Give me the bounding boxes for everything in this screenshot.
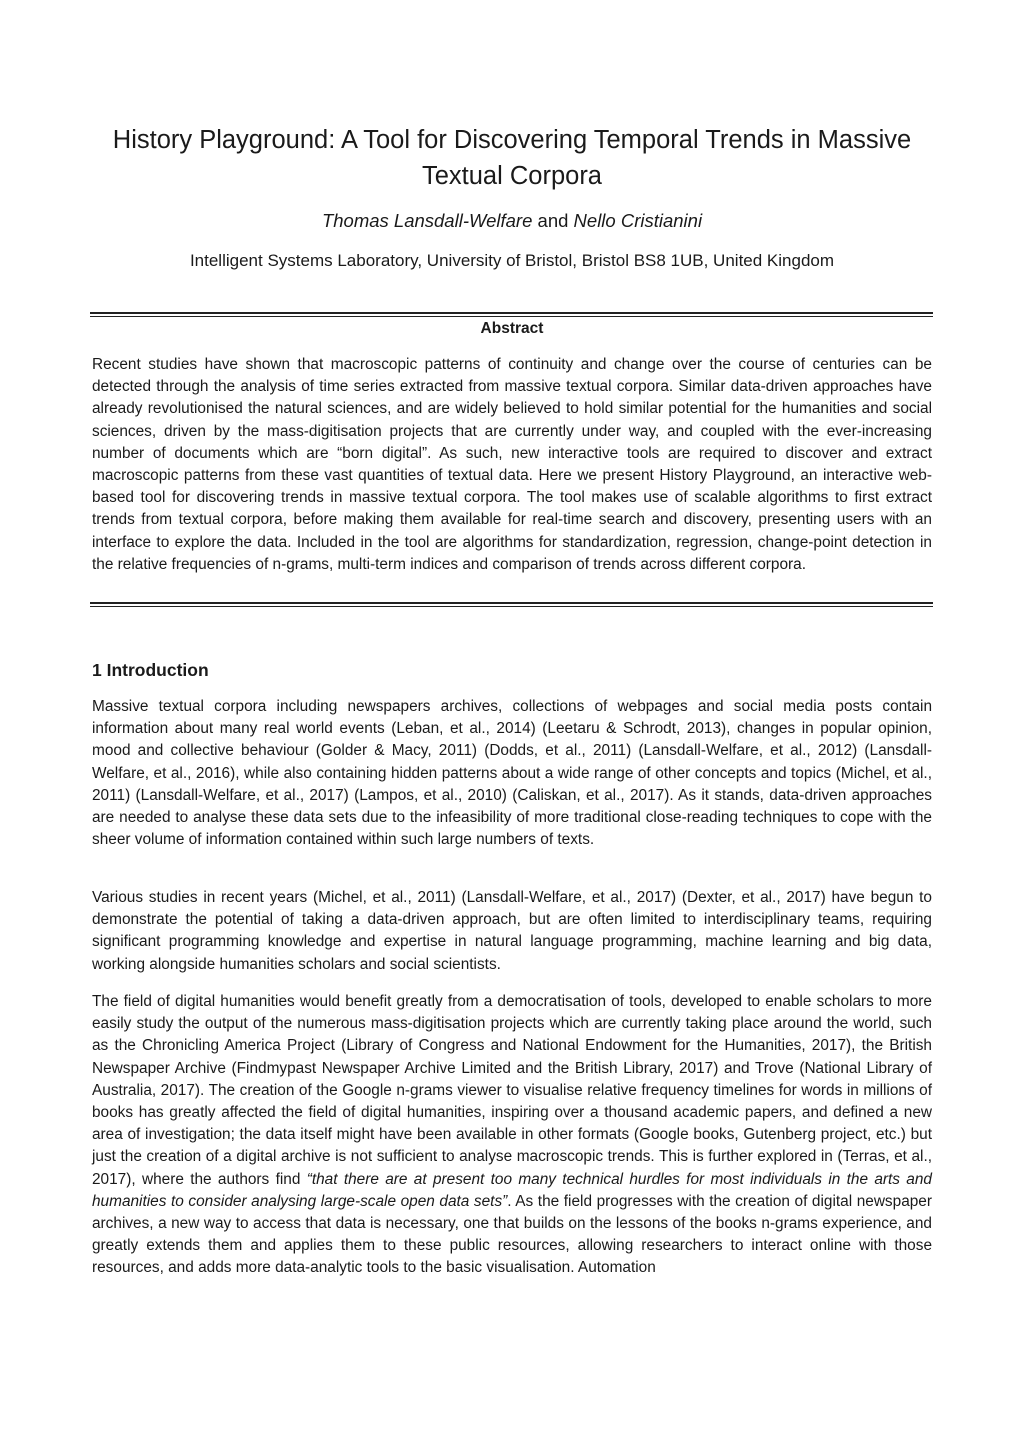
abstract-bottom-rule	[90, 602, 933, 607]
author-name: Thomas Lansdall-Welfare	[321, 210, 533, 231]
paragraph-text: . As the field progresses with the creation of digital newspaper archives, a new way to access that data is necessary, one that builds on the lessons of the books n-grams experience, and greatly extends them and applies them to these public resources, allowing researchers to interact online with those resources, and adds more data-analytic tools to the basic visualisation. Automation	[92, 1192, 932, 1277]
body-paragraph: Various studies in recent years (Michel, et al., 2011) (Lansdall-Welfare, et al., 2017) (Dexter, et al., 2017) have begun to demonstrate the potential of taking a data-driven approach, but are often limited to interdisciplinary teams, requiring significant programming knowledge and expertise in natural language programming, machine learning and big data, working alongside humanities scholars and social scientists.	[92, 889, 932, 973]
author-conjunction: and	[532, 210, 574, 231]
abstract-text: Recent studies have shown that macroscopic patterns of continuity and change over the course of centuries can be detected through the analysis of time series extracted from massive textual corpora. Similar data-driven approaches have already revolutionised the natural sciences, and are widely believed to hold similar potential for the humanities and social sciences, driven by the mass-digitisation projects that are currently under way, and coupled with the ever-increasing number of documents which are “born digital”. As such, new interactive tools are required to discover and extract macroscopic patterns from these vast quantities of textual data. Here we present History Playground, an interactive web-based tool for discovering trends in massive textual corpora. The tool makes use of scalable algorithms to first extract trends from textual corpora, before making them available for real-time search and discovery, presenting users with an interface to explore the data. Included in the tool are algorithms for standardization, regression, change-point detection in the relative frequencies of n-grams, multi-term indices and comparison of trends across different corpora.	[92, 356, 932, 573]
abstract-heading: Abstract	[480, 320, 544, 337]
italic-quote: “that there are at present too many technical hurdles for most individuals in the arts and humanities to consider analysing large-scale open data sets”	[92, 1170, 932, 1210]
paper-title: History Playground: A Tool for Discovering Temporal Trends in Massive Textual Corpora	[112, 126, 912, 190]
body-paragraph: Massive textual corpora including newspapers archives, collections of webpages and social media posts contain information about many real world events (Leban, et al., 2014) (Leetaru & Schrodt, 2013), changes in popular opinion, mood and collective behaviour (Golder & Macy, 2011) (Dodds, et al., 2011) (Lansdall-Welfare, et al., 2012) (Lansdall-Welfare, et al., 2016), while also containing hidden patterns about a wide range of other concepts and topics (Michel, et al., 2011) (Lansdall-Welfare, et al., 2017) (Lampos, et al., 2010) (Caliskan, et al., 2017). As it stands, data-driven approaches are needed to analyse these data sets due to the infeasibility of more traditional close-reading techniques to cope with the sheer volume of information contained within such large numbers of texts.	[92, 698, 932, 849]
author-name: Nello Cristianini	[573, 210, 703, 231]
paragraph-text: The field of digital humanities would benefit greatly from a democratisation of tools, developed to enable scholars to more easily study the output of the numerous mass-digitisation projects which are currently taking place around the world, such as the Chronicling America Project (Library of Congress and National Endowment for the Humanities, 2017), the British Newspaper Archive (Findmypast Newspaper Archive Limited and the British Library, 2017) and Trove (National Library of Australia, 2017). The creation of the Google n-grams viewer to visualise relative frequency timelines for words in millions of books has greatly affected the field of digital humanities, inspiring over a thousand academic papers, and defined a new area of investigation; the data itself might have been available in other formats (Google books, Gutenberg project, etc.) but just the creation of a digital archive is not sufficient to analyse macroscopic trends. This is further explored in (Terras, et al., 2017), where the authors find	[92, 993, 932, 1188]
abstract-top-rule	[90, 312, 933, 317]
author-line	[92, 208, 932, 234]
body-paragraph	[92, 991, 932, 1280]
affiliation: Intelligent Systems Laboratory, University of Bristol, Bristol BS8 1UB, United Kingdom	[189, 251, 835, 270]
section-heading-introduction: 1 Introduction	[92, 660, 209, 680]
